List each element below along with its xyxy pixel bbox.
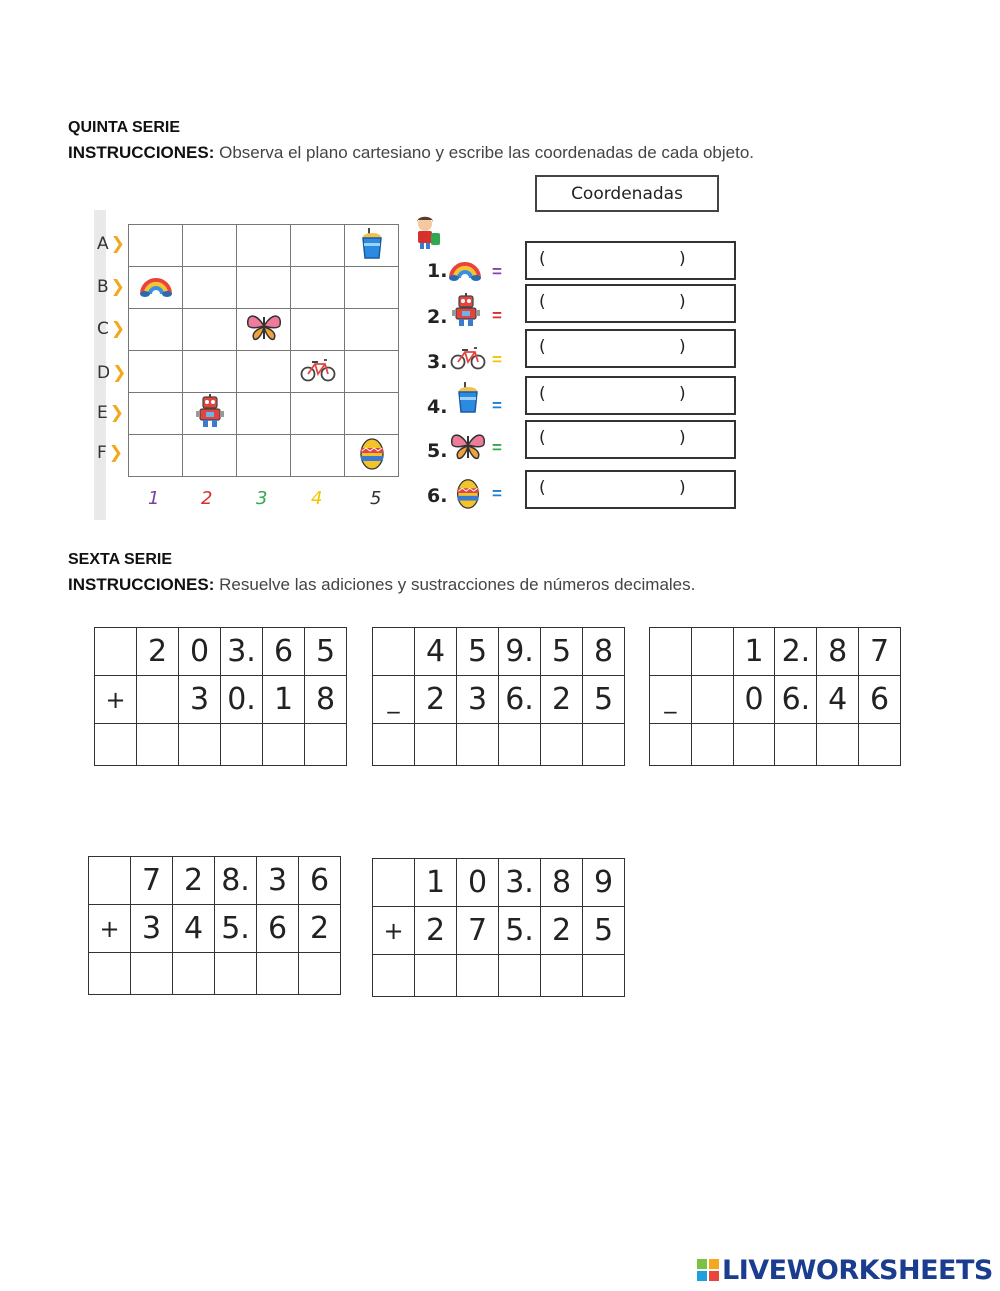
row-label-a: A ❯ <box>97 234 125 254</box>
grid-row-a <box>129 225 399 267</box>
operation-cell <box>137 676 179 724</box>
instructions-label: INSTRUCCIONES: <box>68 575 215 594</box>
operation-cell: 2 <box>299 905 341 953</box>
operation-cell: 2 <box>415 907 457 955</box>
logo-blocks-icon <box>697 1259 719 1281</box>
quinta-instructions <box>68 142 858 164</box>
operation-cell: 8 <box>541 859 583 907</box>
answer-cell[interactable] <box>137 724 179 766</box>
quinta-serie-title: QUINTA SERIE <box>68 119 181 136</box>
operation-cell: 6 <box>859 676 901 724</box>
plus-sign: + <box>95 676 137 724</box>
operation-cell: 6. <box>775 676 817 724</box>
grid-cell <box>183 267 237 309</box>
grid-cell <box>237 225 291 267</box>
answer-cell[interactable] <box>415 955 457 997</box>
grid-cell <box>129 435 183 477</box>
grid-cell <box>183 309 237 351</box>
operation-cell <box>650 628 692 676</box>
row-label-d: D ❯ <box>97 363 127 383</box>
grid-cell <box>291 225 345 267</box>
easter-egg-icon <box>455 476 481 515</box>
rainbow-icon <box>129 267 183 309</box>
col-label-1: 1 <box>148 488 160 509</box>
answer-input-6[interactable]: ( ) <box>525 470 736 509</box>
operation-cell: 8. <box>215 857 257 905</box>
operation-cell: 3. <box>221 628 263 676</box>
answer-cell[interactable] <box>499 955 541 997</box>
answer-input-2[interactable]: ( ) <box>525 284 736 323</box>
operation-cell: 6 <box>263 628 305 676</box>
robot-icon <box>450 292 482 333</box>
operation-cell <box>373 724 415 766</box>
answer-cell[interactable] <box>733 724 775 766</box>
operation-cell: 2 <box>173 857 215 905</box>
col-label-4: 4 <box>311 488 323 509</box>
plus-sign: + <box>373 907 415 955</box>
grid-cell <box>291 393 345 435</box>
operation-cell: 1 <box>733 628 775 676</box>
grid-row-c <box>129 309 399 351</box>
grid-cell <box>345 393 399 435</box>
operation-cell: 4 <box>817 676 859 724</box>
equals-sign-6: = <box>492 484 502 503</box>
grid-cell <box>183 225 237 267</box>
answer-cell[interactable] <box>221 724 263 766</box>
answer-input-5[interactable]: ( ) <box>525 420 736 459</box>
row-label-e: E ❯ <box>97 403 124 423</box>
operation-cell: 5. <box>215 905 257 953</box>
instructions-text: Resuelve las adiciones y sustracciones de números decimales. <box>214 575 696 594</box>
operation-cell: 0. <box>221 676 263 724</box>
grid-cell <box>237 393 291 435</box>
instructions-text: Observa el plano cartesiano y escribe las coordenadas de cada objeto. <box>214 143 755 162</box>
operation-cell: 6 <box>299 857 341 905</box>
grid-cell <box>291 435 345 477</box>
operation-cell <box>691 676 733 724</box>
operation-cell: 5 <box>583 907 625 955</box>
operation-cell <box>373 859 415 907</box>
plus-sign: + <box>89 905 131 953</box>
answer-input-1[interactable]: ( ) <box>525 241 736 280</box>
operation-cell: 4 <box>415 628 457 676</box>
operation-cell <box>95 628 137 676</box>
equals-sign-1: = <box>492 262 502 281</box>
answer-cell[interactable] <box>179 724 221 766</box>
operation-cell: 2 <box>541 676 583 724</box>
answer-cell[interactable] <box>499 724 541 766</box>
answer-cell[interactable] <box>775 724 817 766</box>
coordinates-header: Coordenadas <box>535 175 719 212</box>
operation-cell: 3 <box>457 676 499 724</box>
answer-cell[interactable] <box>583 955 625 997</box>
operation-cell: 5. <box>499 907 541 955</box>
operation-cell <box>373 628 415 676</box>
operation-cell: 1 <box>415 859 457 907</box>
answer-cell[interactable] <box>257 953 299 995</box>
operation-2 <box>372 627 625 766</box>
operation-cell: 6 <box>257 905 299 953</box>
instructions-label: INSTRUCCIONES: <box>68 143 215 162</box>
grid-cell <box>129 225 183 267</box>
operation-cell <box>95 724 137 766</box>
operation-cell: 4 <box>173 905 215 953</box>
operation-cell: 0 <box>179 628 221 676</box>
minus-sign: _ <box>373 676 415 724</box>
operation-cell: 9 <box>583 859 625 907</box>
equals-sign-5: = <box>492 438 502 457</box>
answer-cell[interactable] <box>263 724 305 766</box>
operation-cell <box>650 724 692 766</box>
row-label-f: F ❯ <box>97 443 124 463</box>
grid-cell <box>291 267 345 309</box>
operation-cell <box>373 955 415 997</box>
operation-cell <box>691 628 733 676</box>
grid-row-d <box>129 351 399 393</box>
liveworksheets-logo <box>697 1255 993 1285</box>
answer-input-3[interactable]: ( ) <box>525 329 736 368</box>
operation-cell: 3 <box>179 676 221 724</box>
operation-cell: 7 <box>859 628 901 676</box>
minus-sign: _ <box>650 676 692 724</box>
answer-cell[interactable] <box>415 724 457 766</box>
grid-cell <box>345 351 399 393</box>
cartesian-plane <box>128 224 399 477</box>
operation-cell <box>89 953 131 995</box>
answer-cell[interactable] <box>541 955 583 997</box>
answer-cell[interactable] <box>299 953 341 995</box>
operation-cell: 2 <box>137 628 179 676</box>
grid-cell <box>129 351 183 393</box>
grid-cell <box>237 267 291 309</box>
operation-cell: 2 <box>415 676 457 724</box>
equals-sign-4: = <box>492 396 502 415</box>
operation-cell: 8 <box>583 628 625 676</box>
operation-cell: 2. <box>775 628 817 676</box>
operation-cell: 6. <box>499 676 541 724</box>
bicycle-icon <box>291 351 345 393</box>
robot-icon <box>183 393 237 435</box>
operation-3 <box>649 627 901 766</box>
butterfly-icon <box>237 309 291 351</box>
grid-cell <box>345 267 399 309</box>
answer-cell[interactable] <box>305 724 347 766</box>
answer-cell[interactable] <box>131 953 173 995</box>
butterfly-icon <box>449 430 487 467</box>
operation-cell: 5 <box>541 628 583 676</box>
operation-cell: 3. <box>499 859 541 907</box>
answer-cell[interactable] <box>215 953 257 995</box>
grid-cell <box>291 309 345 351</box>
sexta-serie-title: SEXTA SERIE <box>68 551 173 568</box>
answer-cell[interactable] <box>859 724 901 766</box>
grid-row-f <box>129 435 399 477</box>
operation-4 <box>88 856 341 995</box>
item-number-6: 6. <box>427 485 448 507</box>
grid-cell <box>129 309 183 351</box>
easter-egg-icon <box>345 435 399 477</box>
answer-cell[interactable] <box>541 724 583 766</box>
answer-cell[interactable] <box>173 953 215 995</box>
col-label-5: 5 <box>370 488 382 509</box>
item-number-4: 4. <box>427 396 448 418</box>
operation-cell: 8 <box>817 628 859 676</box>
operation-cell <box>89 857 131 905</box>
col-label-2: 2 <box>201 488 213 509</box>
row-label-b: B ❯ <box>97 277 125 297</box>
operation-5 <box>372 858 625 997</box>
answer-cell[interactable] <box>457 724 499 766</box>
operation-cell: 9. <box>499 628 541 676</box>
operation-cell: 0 <box>733 676 775 724</box>
grid-cell <box>183 351 237 393</box>
grid-cell <box>345 309 399 351</box>
operation-cell: 2 <box>541 907 583 955</box>
sand-bucket-icon <box>345 225 399 267</box>
operation-cell: 7 <box>131 857 173 905</box>
operation-cell: 5 <box>457 628 499 676</box>
sand-bucket-icon <box>455 380 481 419</box>
bicycle-icon <box>450 344 486 375</box>
operation-cell: 0 <box>457 859 499 907</box>
equals-sign-3: = <box>492 350 502 369</box>
answer-input-4[interactable]: ( ) <box>525 376 736 415</box>
operation-cell: 3 <box>257 857 299 905</box>
operation-cell: 5 <box>305 628 347 676</box>
grid-cell <box>237 351 291 393</box>
operation-cell: 5 <box>583 676 625 724</box>
equals-sign-2: = <box>492 306 502 325</box>
rainbow-icon <box>448 256 482 287</box>
item-number-5: 5. <box>427 440 448 462</box>
item-number-2: 2. <box>427 306 448 328</box>
operation-cell: 8 <box>305 676 347 724</box>
operation-cell: 1 <box>263 676 305 724</box>
logo-text: LIVEWORKSHEETS <box>722 1254 993 1286</box>
answer-cell[interactable] <box>817 724 859 766</box>
operation-cell: 3 <box>131 905 173 953</box>
sexta-instructions <box>68 574 928 596</box>
grid-cell <box>237 435 291 477</box>
answer-cell[interactable] <box>691 724 733 766</box>
grid-row-e <box>129 393 399 435</box>
operation-cell: 7 <box>457 907 499 955</box>
col-label-3: 3 <box>256 488 268 509</box>
answer-cell[interactable] <box>583 724 625 766</box>
grid-cell <box>129 393 183 435</box>
answer-cell[interactable] <box>457 955 499 997</box>
grid-row-b <box>129 267 399 309</box>
grid-cell <box>183 435 237 477</box>
row-label-c: C ❯ <box>97 319 126 339</box>
item-number-1: 1. <box>427 260 448 282</box>
item-number-3: 3. <box>427 351 448 373</box>
operation-1 <box>94 627 347 766</box>
child-character-icon <box>412 213 442 256</box>
